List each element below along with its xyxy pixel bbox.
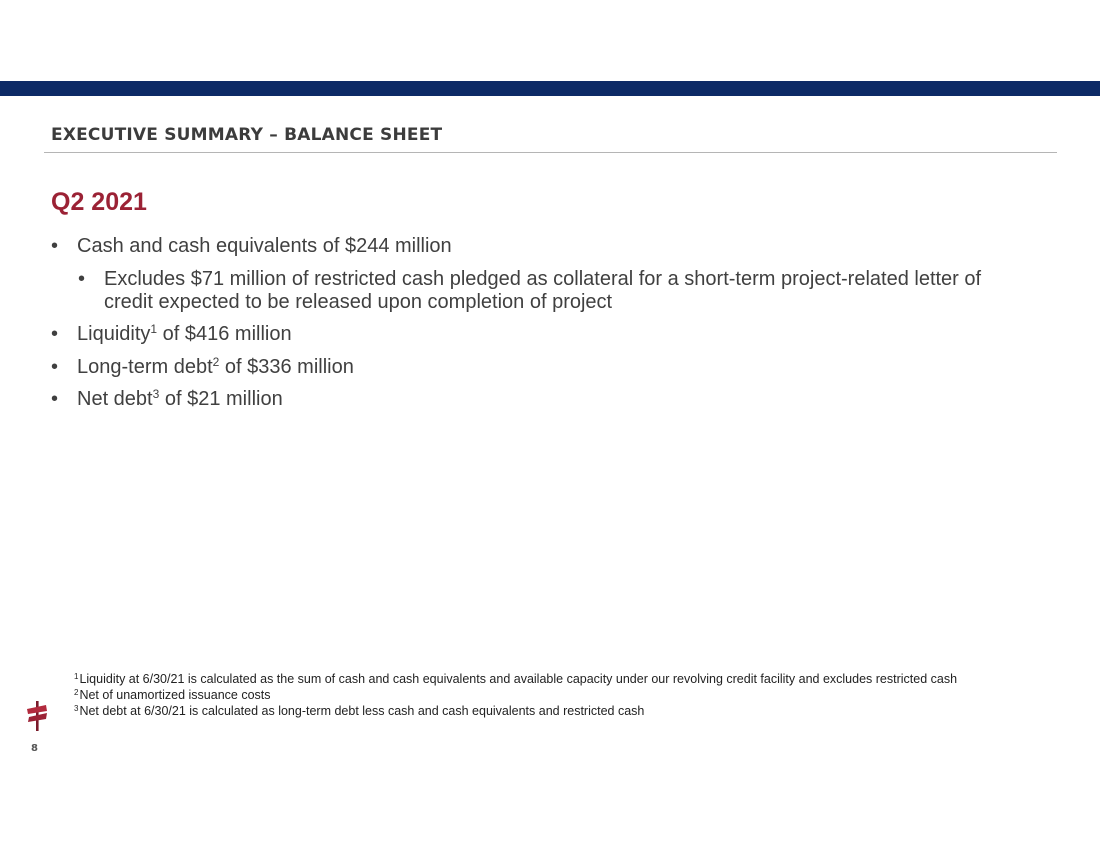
- bullet-text: of $416 million: [157, 323, 292, 345]
- footnotes: [74, 671, 1074, 719]
- bullet-text: of $336 million: [219, 355, 354, 378]
- bullet-list: [51, 235, 1031, 421]
- bullet-marker: •: [51, 323, 59, 345]
- period-heading: Q2 2021: [51, 188, 147, 216]
- company-logo-icon: [25, 700, 49, 732]
- bullet-text: Liquidity: [77, 323, 151, 345]
- bullet-text: Net debt: [77, 388, 153, 410]
- bullet-text: of $21 million: [159, 388, 283, 410]
- bullet-marker: •: [78, 267, 86, 290]
- page-title: EXECUTIVE SUMMARY – BALANCE SHEET: [51, 125, 443, 145]
- footnote-ref: 3: [152, 387, 160, 401]
- bullet-text: Cash and cash equivalents of $244 million: [77, 235, 452, 257]
- bullet-long-term-debt: [51, 356, 1031, 379]
- footnote-ref: 1: [150, 322, 158, 336]
- bullet-net-debt: [51, 388, 1031, 411]
- bullet-liquidity: [51, 323, 1031, 346]
- footnote-ref: 2: [212, 354, 220, 369]
- footnote-2: $^2$Net of unamortized issuance costs: [74, 688, 271, 702]
- bullet-restricted-cash: [78, 268, 1031, 314]
- footnote-3: $^3$Net debt at 6/30/21 is calculated as long-term debt less cash and cash equivalents and restricted cash: [74, 704, 645, 718]
- bullet-marker: •: [51, 235, 59, 257]
- bullet-marker: •: [51, 355, 59, 378]
- footnote-1: $^1$Liquidity at 6/30/21 is calculated as the sum of cash and cash equivalents and available capacity under our revolving credit facility and excludes restricted cash: [74, 672, 958, 686]
- bullet-text: Excludes $71 million of restricted cash pledged as collateral for a short-term project-related letter of credit expected to be released upon completion of project: [104, 267, 982, 313]
- bullet-cash: [51, 235, 1031, 258]
- bullet-marker: •: [51, 388, 59, 410]
- header-band: [0, 81, 1100, 96]
- title-divider: [44, 152, 1057, 153]
- page-number: 8: [31, 743, 38, 754]
- bullet-text: Long-term debt: [77, 355, 213, 378]
